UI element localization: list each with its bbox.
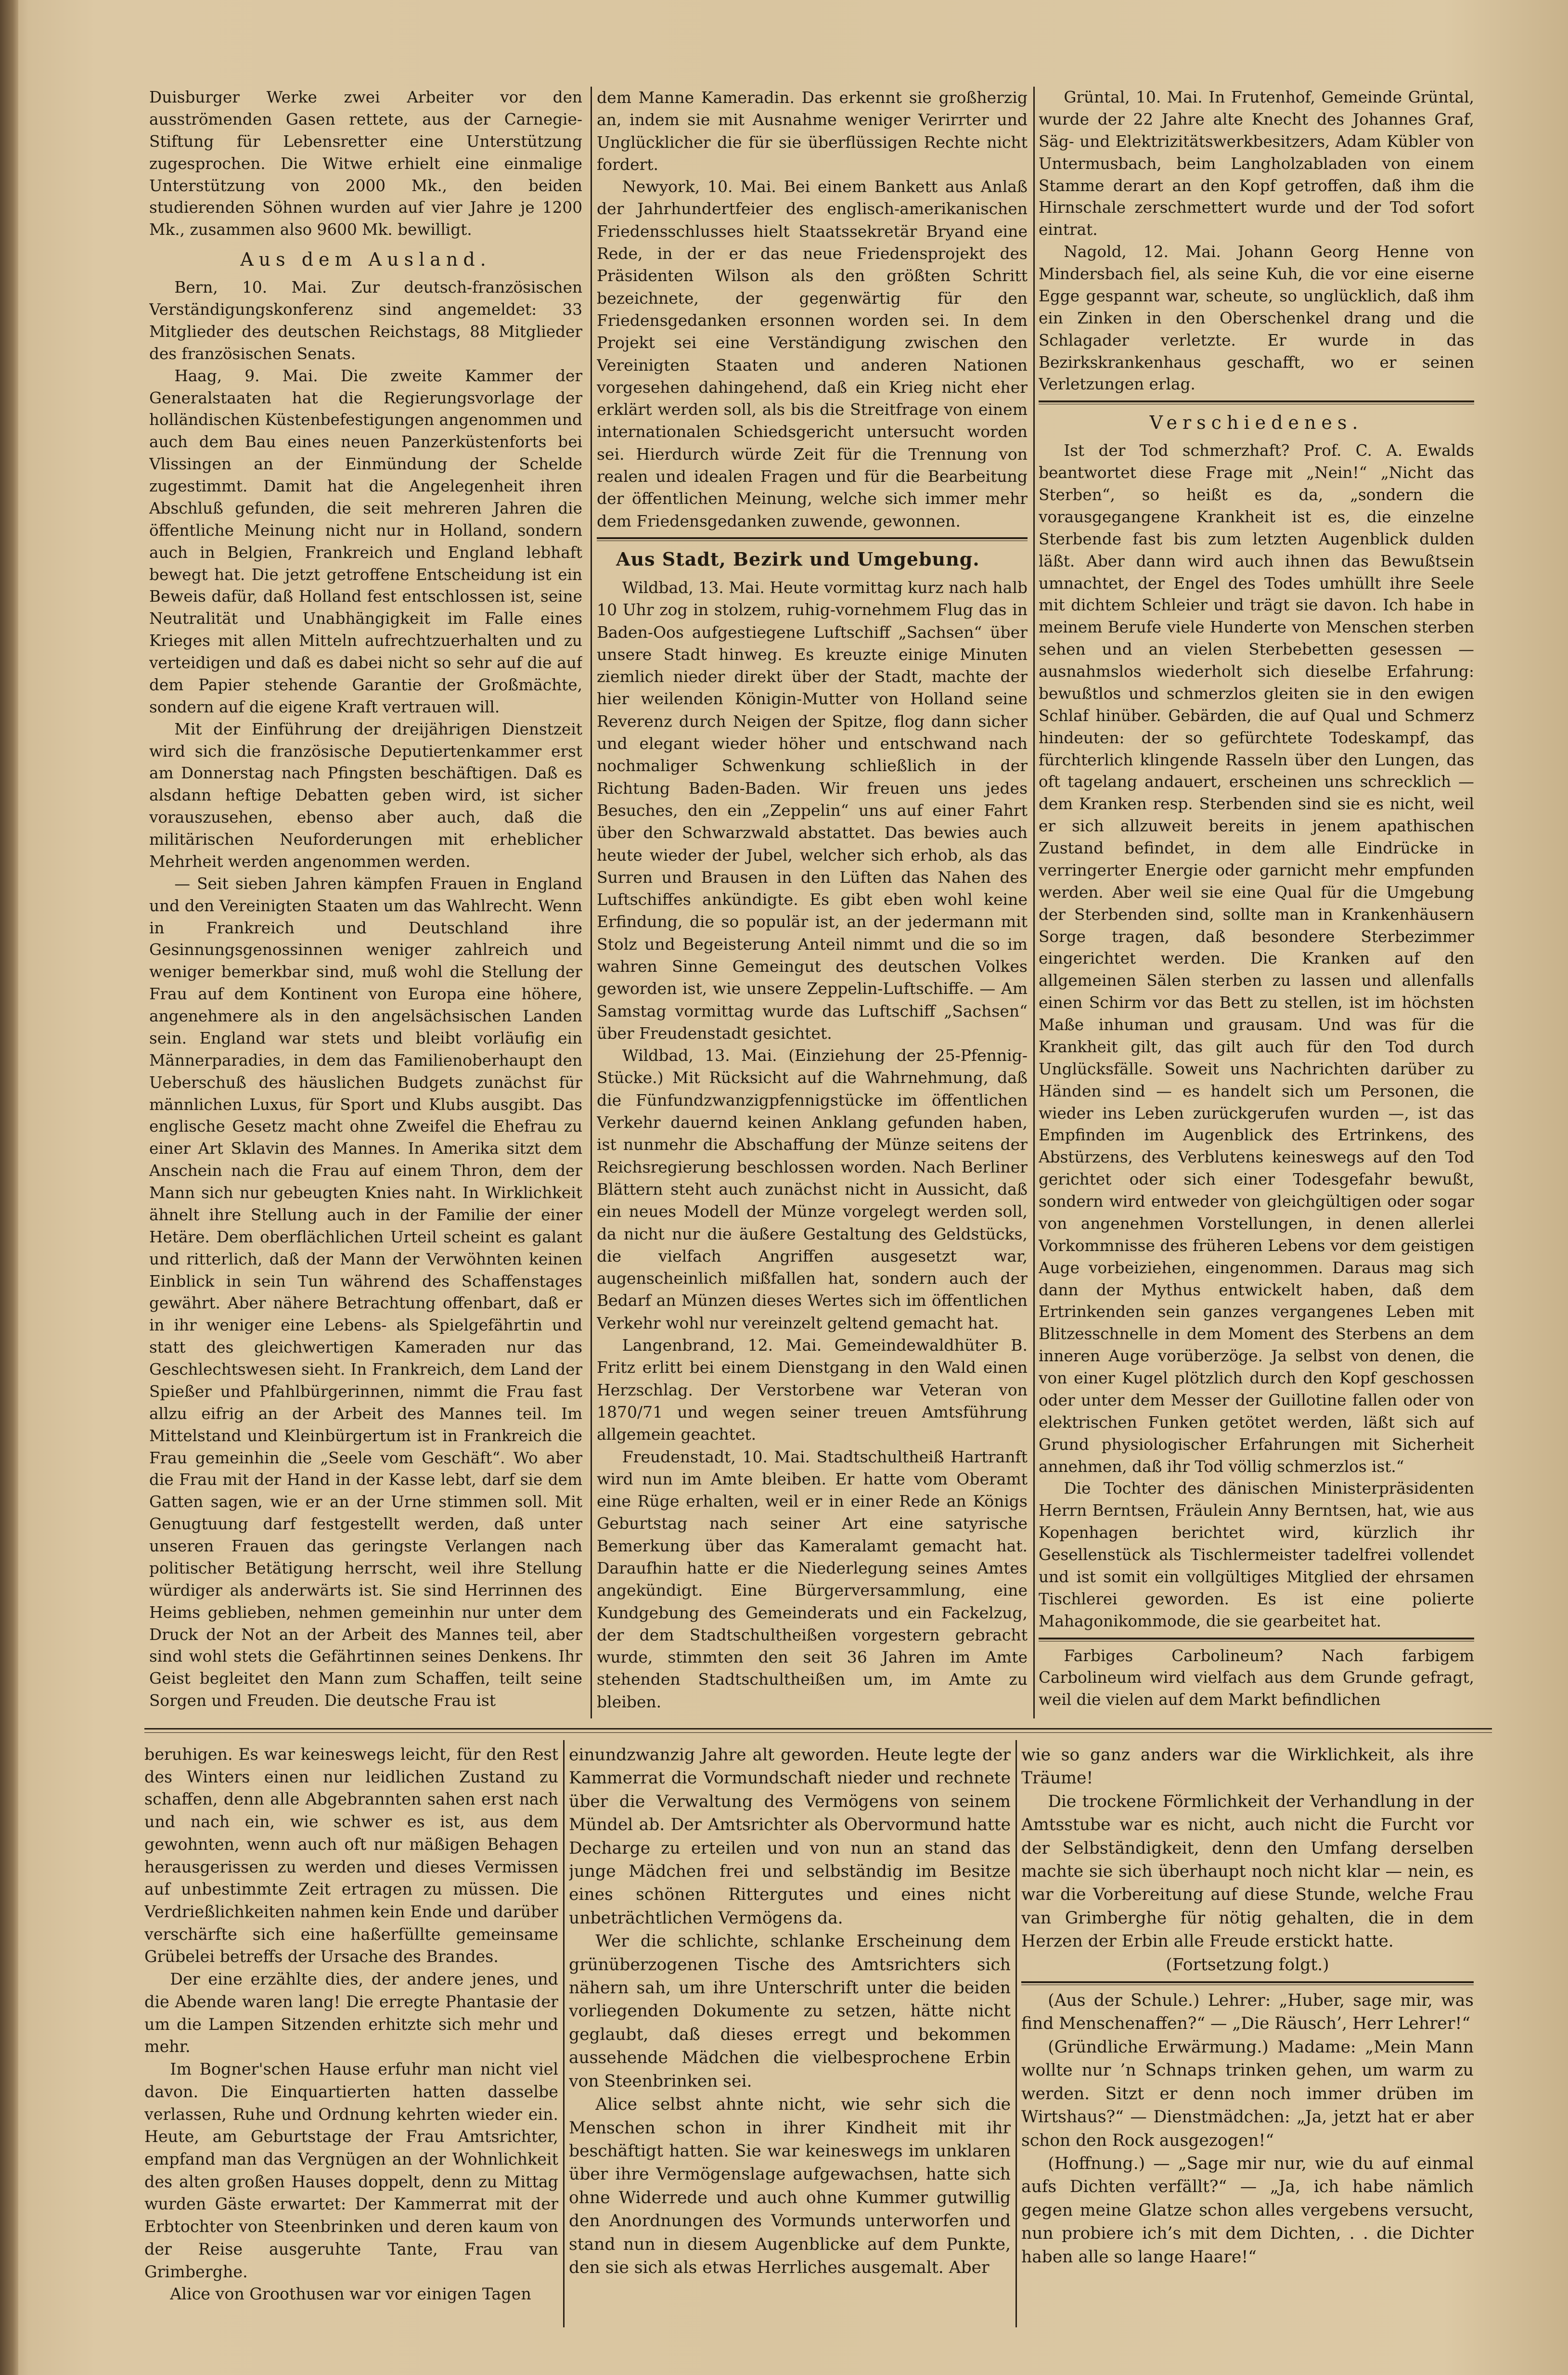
serial-paragraph: Im Bogner'schen Hause erfuhr man nicht viel davon. Die Einquartierten hatten dasselbe verlassen, Ruhe und Ordnung kehrten wieder ein. Heute, am Geburtstage der Frau Amtsrichter, empfand man das Vergnügen an der Wohnlichkeit des alten großen Hauses doppelt, denn zu Mittag wurden Gäste erwartet: Der Kammerrat mit der Erbtochter von Steenbrinken und deren kaum von der Reise ausgeruhte Tante, Frau van Grimberghe. [144,2060,558,2281]
article-carnegie-end: Duisburger Werke zwei Arbeiter vor den ausströmenden Gasen rettete, aus der Carnegie-Stiftung für Lebensretter eine Unterstützung zugesprochen. Die Witwe erhielt eine einmalige Unterstützung von 2000 Mk., den beiden studierenden Söhnen wurden auf vier Jahre je 1200 Mk., zusammen also 9600 Mk. bewilligt. [149,88,582,239]
section-heading-ausland: Aus dem Ausland. [240,249,491,271]
column-divider [1033,87,1035,1718]
joke-erwaermung: (Gründliche Erwärmung.) Madame: „Mein Mann wollte nur ’n Schnaps trinken gehen, um warm zu werden. Sitzt er denn noch immer drüben im Wirtshaus?“ — Dienstmädchen: „Ja, jetzt hat er aber schon den Rock ausgezogen!“ [1021,2037,1474,2150]
serial-paragraph: Alice von Groothusen war vor einigen Tagen [170,2285,531,2304]
serial-paragraph: wie so ganz anders war die Wirklichkeit, als ihre Träume! [1021,1745,1474,1788]
article-dienstzeit: Mit der Einführung der dreijährigen Dienstzeit wird sich die französische Deputiertenkammer erst am Donnerstag nach Pfingsten beschäftigen. Daß es alsdann heftige Debatten geben wird, ist sicher vorauszusehen, ebenso aber auch, daß die militärischen Neuforderungen mit erheblicher Mehrheit werden angenommen werden. [149,720,582,871]
serial-paragraph: beruhigen. Es war keineswegs leicht, für den Rest des Winters einen nur leidlichen Zustand zu schaffen, denn alle Abgebrannten sahen erst nach und nach ein, wie schwer es ist, aus dem gewohnten, wenn auch oft nur mäßigen Behagen herausgerissen zu werden und dieses Vermissen auf unbestimmte Zeit ertragen zu müssen. Die Verdrießlichkeiten nahmen kein Ende und darüber verschärfte sich eine haßerfüllte gemeinsame Grübelei betreffs der Ursache des Brandes. [144,1745,558,1966]
column-divider [1015,1740,1017,2327]
serial-paragraph: Wer die schlichte, schlanke Erscheinung dem grünüberzogenen Tische des Amtsrichters sich nähern sah, um ihre Unterschrift unter die beiden vorliegenden Dokumente zu setzen, hätte nicht geglaubt, daß dieses erregt und bekommen aussehende Mädchen die vielbesprochene Erbin von Steenbrinken sei. [569,1932,1011,2091]
heading-rule [1039,400,1474,404]
serial-paragraph: einundzwanzig Jahre alt geworden. Heute legte der Kammerrat die Vormundschaft nieder und rechnete über die Verwaltung des Vermögens von seinem Mündel ab. Der Amtsrichter als Obervormund hatte Decharge zu erteilen und von nun an stand das junge Mädchen frei und selbständig im Besitze eines schönen Rittergutes und eines nicht unbeträchtlichen Vermögens da. [569,1745,1011,1928]
section-heading-stadt: Aus Stadt, Bezirk und Umgebung. [616,548,980,570]
article-bern: Bern, 10. Mai. Zur deutsch-französischen Verständigungskonferenz sind angemeldet: 33 Mitglieder des deutschen Reichstags, 88 Mitglieder des französischen Senats. [149,278,582,363]
column-1 [149,87,582,1723]
article-nagold: Nagold, 12. Mai. Johann Georg Henne von Mindersbach fiel, als seine Kuh, die vor eine eiserne Egge gespannt war, scheute, so unglücklich, daß ihm ein Zinken in den Oberschenkel drang und die Schlagader verletzte. Er wurde in das Bezirkskrankenhaus geschafft, wo er seinen Verletzungen erlag. [1039,243,1474,394]
heading-rule [597,537,1028,541]
article-freudenstadt: Freudenstadt, 10. Mai. Stadtschultheiß Hartranft wird nun im Amte bleiben. Er hatte vom Oberamt eine Rüge erhalten, weil er in einer Rede an Königs Geburtstag nach seiner Art eine satyrische Bemerkung über das Kameralamt gemacht hat. Daraufhin hatte er die Niederlegung seines Amtes angekündigt. Eine Bürgerversammlung, eine Kundgebung des Gemeinderats und ein Fackelzug, der dem Stadtschultheißen vorgestern gebracht wurde, stimmten den seit 36 Jahren im Amte stehenden Stadtschultheißen um, im Amte zu bleiben. [597,1447,1028,1711]
article-haag: Haag, 9. Mai. Die zweite Kammer der Generalstaaten hat die Regierungsvorlage der holländischen Küstenbefestigungen angenommen und auch dem Bau eines neuen Panzerküstenforts bei Vlissingen an der Einmündung der Schelde zugestimmt. Damit hat die Angelegenheit ihren Abschluß gefunden, die seit mehreren Jahren die öffentliche Meinung nicht nur in Holland, sondern auch in Belgien, Frankreich und England lebhaft bewegt hat. Die jetzt getroffene Entscheidung ist ein Beweis dafür, daß Holland fest entschlossen ist, seine Neutralität und Unabhängigkeit im Falle eines Krieges mit allen Mitteln aufrechtzuerhalten und zu verteidigen und daß es dabei nicht so sehr auf die auf dem Papier stehende Garantie der Großmächte, sondern auf die eigene Kraft vertrauen will. [149,366,582,716]
article-langenbrand: Langenbrand, 12. Mai. Gemeindewaldhüter B. Fritz erlitt bei einem Dienstgang in den Wald einen Herzschlag. Der Verstorbene war Veteran von 1870/71 und wegen seiner treuen Amtsführung allgemein geachtet. [597,1336,1028,1444]
article-wildbad-muenze: Wildbad, 13. Mai. (Einziehung der 25-Pfennig-Stücke.) Mit Rücksicht auf die Wahrnehmung, daß die Fünfundzwanzigpfennigstücke im öffentlichen Verkehr dauernd keinen Anklang gefunden haben, ist nunmehr die Abschaffung der Münze seitens der Reichsregierung beschlossen worden. Nach Berliner Blättern steht auch zunächst nicht in Aussicht, daß ein neues Modell der Münze vorgelegt werden soll, da nicht nur die äußere Gestaltung des Geldstücks, die vielfach Angriffen ausgesetzt war, augenscheinlich mißfallen hat, sondern auch der Bedarf an Münzen dieses Wertes sich im öffentlichen Verkehr wohl nur vereinzelt geltend gemacht hat. [597,1046,1028,1332]
article-rule [1039,1638,1474,1641]
section-heading-verschiedenes: Verschiedenes. [1149,412,1363,434]
serial-column-2 [569,1743,1011,2331]
column-divider [563,1740,565,2327]
section-divider [144,1728,1492,1733]
article-tod: Ist der Tod schmerzhaft? Prof. C. A. Ewalds beantwortet diese Frage mit „Nein!“ „Nicht das Sterben“, so heißt es da, „sondern die vorausgegangene Krankheit ist es, die einzelne Sterbende fast bis zum letzten Augenblick dulden läßt. Aber dann wird auch ihnen das Bewußtsein umnachtet, der Engel des Todes umhüllt ihre Seele mit dichtem Schleier und trägt sie davon. Ich habe in meinem Berufe viele Hunderte von Menschen sterben sehen und an vielen Sterbebetten gesessen — ausnahmslos wiederholt sich dieselbe Erfahrung: bewußtlos und schmerzlos gleiten sie in den ewigen Schlaf hinüber. Gebärden, die auf Qual und Schmerz hindeuten: der so gefürchtete Todeskampf, das fürchterlich klingende Rasseln über den Lungen, das oft tagelang andauert, erscheinen uns schrecklich — dem Kranken resp. Sterbenden sind sie es nicht, weil er sich allzuweit bereits in jenem apathischen Zustand befindet, in dem alle Eindrücke in verringerter Energie oder garnicht mehr empfunden werden. Aber weil sie eine Qual für die Umgebung der Sterbenden sind, sollte man in Krankenhäusern Sorge tragen, daß besondere Sterbezimmer eingerichtet werden. Die Kranken auf den allgemeinen Sälen sterben zu lassen und allenfalls einen Schirm vor das Bett zu stellen, ist im höchsten Maße inhuman und grausam. Und was für die Krankheit gilt, das gilt auch für den Tod durch Unglücksfälle. Soweit uns Nachrichten darüber zu Händen sind — es handelt sich um Personen, die wieder ins Leben zurückgerufen wurden —, ist das Empfinden im Augenblick des Ertrinkens, des Abstürzens, des Verblutens keineswegs auf den Tod gerichtet oder sich einer Todesgefahr bewußt, sondern wird entweder von gleichgültigen oder sogar von angenehmen Vorstellungen, in denen allerlei Vorkommnisse des früheren Lebens vor dem geistigen Auge vorbeiziehen, eingenommen. Daraus mag sich dann der Mythus entwickelt haben, daß dem Ertrinkenden sein ganzes vergangenes Leben mit Blitzesschnelle in dem Moment des Sterbens an dem inneren Auge vorüberzöge. Ja selbst von denen, die von einer Kugel plötzlich durch den Kopf geschossen oder unter dem Messer der Guillotine fallen oder von elektrischen Funken getötet werden, läßt sich auf Grund physiologischer Erfahrungen mit Sicherheit annehmen, daß ihr Tod völlig schmerzlos ist.“ [1039,441,1474,1476]
page-binding-shadow [0,0,18,2375]
column-divider [591,87,592,1718]
article-tochter: Die Tochter des dänischen Ministerpräsidenten Herrn Berntsen, Fräulein Anny Berntsen, hat, wie aus Kopenhagen berichtet wird, kürzlich ihr Gesellenstück als Tischlermeister tadelfrei vollendet und ist somit ein vollgültiges Mitglied der ehrsamen Tischlerei geworden. Es ist eine polierte Mahagonikommode, die sie gearbeitet hat. [1039,1479,1474,1630]
article-carbolineum: Farbiges Carbolineum? Nach farbigem Carbolineum wird vielfach aus dem Grunde gefragt, weil die vielen auf dem Markt befindlichen [1039,1646,1474,1709]
column-2 [597,87,1028,1723]
serial-paragraph: Alice selbst ahnte nicht, wie sehr sich die Menschen schon in ihrer Kindheit mit ihr beschäftigt hatten. Sie war keineswegs im unklaren über ihre Vermögenslage aufgewachsen, hatte sich ohne Widerrede und auch ohne Kummer gutwillig den Anordnungen des Vormunds unterworfen und stand nun in diesem Augenblicke auf dem Punkte, den sie sich als etwas Herrliches ausgemalt. Aber [569,2095,1011,2277]
serial-column-1 [144,1743,558,2331]
serial-column-3 [1021,1743,1474,2331]
article-frauen-end: dem Manne Kameradin. Das erkennt sie großherzig an, indem sie mit Ausnahme weniger Verirrter und Unglücklicher die für sie überflüssigen Rechte nicht fordert. [597,88,1028,174]
continuation-note: (Fortsetzung folgt.) [1166,1955,1329,1975]
article-newyork: Newyork, 10. Mai. Bei einem Bankett aus Anlaß der Jahrhundertfeier des englisch-amerikanischen Friedensschlusses hielt Staatssekretär Bryand eine Rede, in der er das neue Friedensprojekt des Präsidenten Wilson als den größten Schritt bezeichnete, der gegenwärtig für den Friedensgedanken ersonnen worden sei. In dem Projekt sei eine Verständigung zwischen den Vereinigten Staaten und anderen Nationen vorgesehen dahingehend, daß ein Krieg nicht eher erklärt werden soll, als bis die Streitfrage von einem internationalen Schiedsgericht untersucht worden sei. Hierdurch würde Zeit für die Trennung von realen und idealen Fragen und für die Bearbeitung der öffentlichen Meinung, welche sich immer mehr dem Friedensgedanken zuwende, gewonnen. [597,177,1028,530]
column-3 [1039,87,1474,1723]
article-gruental: Grüntal, 10. Mai. In Frutenhof, Gemeinde Grüntal, wurde der 22 Jahre alte Knecht des Johannes Graf, Säg- und Elektrizitätswerkbesitzers, Adam Kübler von Untermusbach, beim Langholzabladen von einem Stamme derart an den Kopf getroffen, daß ihm die Hirnschale zerschmettert wurde und der Tod sofort eintrat. [1039,88,1474,239]
serial-paragraph: Die trockene Förmlichkeit der Verhandlung in der Amtsstube war es nicht, auch nicht die Furcht vor der Selbständigkeit, denn den Umfang derselben machte sie sich überhaupt noch nicht klar — nein, es war die Vorbereitung auf diese Stunde, welche Frau van Grimberghe für nötig gehalten, die in dem Herzen der Erbin alle Freude erstickt hatte. [1021,1792,1474,1951]
joke-hoffnung: (Hoffnung.) — „Sage mir nur, wie du auf einmal aufs Dichten verfällt?“ — „Ja, ich habe nämlich gegen meine Glatze schon alles vergebens versucht, nun probiere ich’s mit dem Dichten, . . die Dichter haben alle so lange Haare!“ [1021,2154,1474,2267]
article-wildbad-zeppelin: Wildbad, 13. Mai. Heute vormittag kurz nach halb 10 Uhr zog in stolzem, ruhig-vornehmem Flug das in Baden-Oos aufgestiegene Luftschiff „Sachsen“ über unsere Stadt hinweg. Es kreuzte einige Minuten ziemlich nieder direkt über der Stadt, machte der hier weilenden Königin-Mutter von Holland seine Reverenz durch Neigen der Spitze, flog dann sicher und elegant wieder höher und entschwand nach nochmaliger Schwenkung schließlich in der Richtung Baden-Baden. Wir freuen uns jedes Besuches, den ein „Zeppelin“ uns auf einer Fahrt über den Schwarzwald abstattet. Das bewies auch heute wieder der Jubel, welcher sich erhob, als das Surren und Brausen in den Lüften das Nahen des Luftschiffes ankündigte. Es gibt eben wohl keine Erfindung, die so populär ist, an der jedermann mit Stolz und Begeisterung Anteil nimmt und die so im wahren Sinne Gemeingut des deutschen Volkes geworden ist, wie unsere Zeppelin-Luftschiffe. — Am Samstag vormittag wurde das Luftschiff „Sachsen“ über Freudenstadt gesichtet. [597,578,1028,1043]
serial-paragraph: Der eine erzählte dies, der andere jenes, und die Abende waren lang! Die erregte Phantasie der um die Lampen Sitzenden erhitzte sich mehr und mehr. [144,1970,558,2056]
joke-schule: (Aus der Schule.) Lehrer: „Huber, sage mir, was find Menschenaffen?“ — „Die Räusch’, Herr Lehrer!“ [1021,1991,1474,2034]
jokes-rule [1021,1981,1474,1985]
article-frauen: — Seit sieben Jahren kämpfen Frauen in England und den Vereinigten Staaten um das Wahlrecht. Wenn in Frankreich und Deutschland ihre Gesinnungsgenossinnen weniger zahlreich und weniger bemerkbar sind, muß wohl die Stellung der Frau auf dem Kontinent von Europa eine höhere, angenehmere als in den angelsächsischen Landen sein. England war stets und bleibt vorläufig ein Männerparadies, in dem das Familienoberhaupt den Ueberschuß des häuslichen Budgets zunächst für männlichen Luxus, für Sport und Klubs ausgibt. Das englische Gesetz macht ohne Zweifel die Ehefrau zu einer Art Sklavin des Mannes. In Amerika sitzt dem Anschein nach die Frau auf einem Thron, dem der Mann sich nur gebeugten Knies naht. In Wirklichkeit ähnelt ihre Stellung auch in der Familie der einer Hetäre. Dem oberflächlichen Urteil scheint es galant und ritterlich, daß der Mann der Verwöhnten keinen Einblick in sein Tun während des Schaffenstages gewährt. Aber nähere Betrachtung offenbart, daß er in ihr weniger eine Lebens- als Spielgefährtin und statt des gleichwertigen Kameraden nur das Geschlechtswesen sieht. In Frankreich, dem Land der Spießer und Pfahlbürgerinnen, nimmt die Frau fast allzu eifrig an der Arbeit des Mannes teil. Im Mittelstand und Kleinbürgertum ist in Frankreich die Frau gemeinhin die „Seele vom Geschäft“. Wo aber die Frau mit der Hand in der Kasse lebt, darf sie dem Gatten sagen, wie er an der Urne stimmen soll. Mit Genugtuung darf festgestellt werden, daß unter unseren Frauen das geringste Verlangen nach politischer Betätigung herrscht, weil ihre Stellung würdiger als anderwärts ist. Sie sind Herrinnen des Heims geblieben, nehmen gemeinhin nur unter dem Druck der Not an der Arbeit des Mannes teil, aber sind wohl stets die Gefährtinnen seines Denkens. Ihr Geist begleitet den Mann zum Schaffen, teilt seine Sorgen und Freuden. Die deutsche Frau ist [149,874,582,1710]
